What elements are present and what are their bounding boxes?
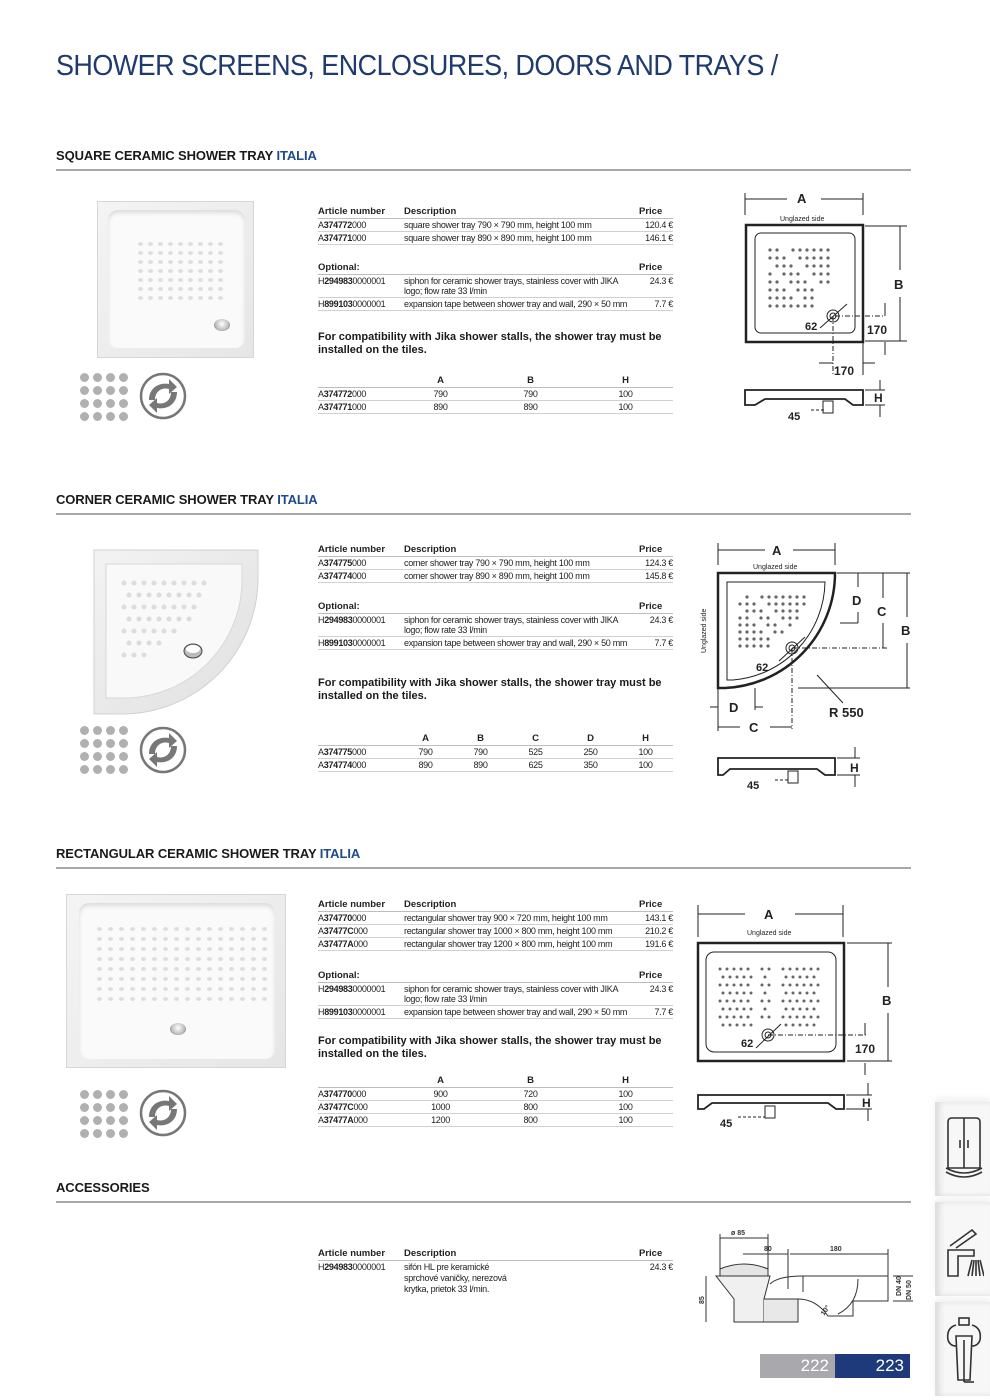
table-row (318, 759, 673, 772)
category-side-tabs (935, 1102, 990, 1400)
corner-tray-technical-drawing (695, 535, 920, 795)
table-header-cell: Description (398, 544, 633, 557)
svg-text:180: 180 (830, 1246, 842, 1253)
compatibility-note: For compatibility with Jika shower stalls, the shower tray must be installed on the tiles. (318, 331, 662, 356)
section-heading-accessories (56, 1180, 911, 1203)
svg-text:H: H (874, 391, 883, 405)
svg-text:H: H (862, 1096, 871, 1110)
table-cell: A374771000 (318, 401, 398, 414)
table-row (318, 570, 673, 583)
side-tab-faucets[interactable] (935, 1202, 990, 1296)
table-row (318, 219, 673, 232)
page-number-prev[interactable]: 222 (760, 1354, 835, 1378)
corner-optional-table (318, 601, 673, 650)
side-tab-shower-enclosures[interactable] (935, 1102, 990, 1196)
recycling-green-dot-icon (139, 726, 187, 774)
table-header-cell (318, 375, 398, 388)
table-header-cell: Price (633, 601, 673, 614)
table-row (318, 275, 673, 298)
svg-text:170: 170 (867, 323, 888, 337)
ceramic-pattern-icon (80, 1090, 128, 1138)
rectangular-optional-table (318, 970, 673, 1019)
table-header-cell: A (398, 1075, 483, 1088)
table-cell: 7.7 € (633, 1006, 673, 1019)
table-header-cell: Article number (318, 1248, 398, 1261)
ceramic-pattern-icon (80, 726, 128, 774)
svg-text:D: D (729, 700, 739, 715)
table-cell: A374774000 (318, 759, 398, 772)
table-cell: siphon for ceramic shower trays, stainless cover with JIKA logo; flow rate 33 l/min (398, 275, 633, 298)
section-heading-rectangular (56, 846, 911, 869)
table-header-cell: B (483, 1075, 578, 1088)
table-header-cell: Price (633, 1248, 673, 1261)
table-cell: A374774000 (318, 570, 398, 583)
table-row (318, 401, 673, 414)
table-header-cell (398, 970, 633, 983)
table-row (318, 983, 673, 1006)
table-cell: A374771000 (318, 232, 398, 245)
table-cell: 790 (483, 388, 578, 401)
compatibility-note: For compatibility with Jika shower stalls, the shower tray must be installed on the tiles. (318, 1035, 662, 1060)
table-cell: 24.3 € (633, 614, 673, 637)
table-header-cell: Optional: (318, 970, 398, 983)
section-title: SQUARE CERAMIC SHOWER TRAY (56, 148, 273, 163)
col-price: Price (633, 206, 673, 219)
table-cell: 210.2 € (633, 925, 673, 938)
table-cell: A374770000 (318, 912, 398, 925)
svg-text:H: H (850, 761, 859, 775)
table-cell: A374775000 (318, 557, 398, 570)
svg-text:62: 62 (805, 321, 818, 333)
svg-text:170: 170 (855, 1042, 876, 1056)
ceramic-pattern-icon (80, 373, 128, 421)
table-header-cell (398, 262, 633, 275)
table-row (318, 232, 673, 245)
table-cell: H2949830000001 (318, 983, 398, 1006)
accessories-table (318, 1248, 673, 1296)
rectangular-tray-technical-drawing (690, 895, 920, 1135)
svg-text:45: 45 (788, 411, 801, 423)
table-row (318, 1261, 673, 1297)
table-header-cell: Description (398, 1248, 633, 1261)
section-heading-square (56, 148, 911, 171)
table-header-cell: H (578, 1075, 673, 1088)
table-cell: 790 (453, 746, 508, 759)
table-row (318, 746, 673, 759)
table-cell: rectangular shower tray 1000 × 800 mm, height 100 mm (398, 925, 633, 938)
table-cell: expansion tape between shower tray and wall, 290 × 50 mm (398, 1006, 633, 1019)
table-header-cell: B (453, 733, 508, 746)
section-title: ACCESSORIES (56, 1180, 150, 1195)
svg-text:DN 40: DN 40 (896, 1276, 903, 1296)
table-cell: 24.3 € (649, 1262, 673, 1272)
table-cell: 625 (508, 759, 563, 772)
table-cell: 120.4 € (633, 219, 673, 232)
table-cell: 890 (398, 401, 483, 414)
table-cell: A374775000 (318, 746, 398, 759)
table-cell: A37477C000 (318, 925, 398, 938)
svg-text:A: A (797, 191, 807, 206)
table-cell: 100 (578, 1101, 673, 1114)
table-cell: A37477A000 (318, 1114, 398, 1127)
table-header-cell: Optional: (318, 601, 398, 614)
table-header-cell (318, 1075, 398, 1088)
table-cell: 143.1 € (633, 912, 673, 925)
table-cell: 24.3 € (633, 983, 673, 1006)
svg-text:Unglazed side: Unglazed side (753, 564, 798, 571)
table-header-cell (318, 733, 398, 746)
table-cell: 100 (578, 1088, 673, 1101)
table-cell: A37477C000 (318, 1101, 398, 1114)
table-header-cell (398, 601, 633, 614)
towel-ring-icon (944, 1316, 984, 1386)
table-cell: 890 (453, 759, 508, 772)
table-cell: 100 (578, 1114, 673, 1127)
table-cell: 1000 (398, 1101, 483, 1114)
table-header-cell: B (483, 375, 578, 388)
table-cell: 790 (398, 388, 483, 401)
col-article: Article number (318, 206, 398, 219)
table-cell: 350 (563, 759, 618, 772)
svg-text:B: B (901, 623, 911, 638)
brand-name: ITALIA (276, 148, 317, 163)
page-title: SHOWER SCREENS, ENCLOSURES, DOORS AND TRAYS / (56, 50, 778, 82)
table-cell: H2949830000001 (318, 614, 398, 637)
table-cell: 250 (563, 746, 618, 759)
table-row (318, 938, 673, 951)
svg-text:85: 85 (699, 1296, 706, 1304)
table-header-cell: Price (633, 899, 673, 912)
table-cell: 191.6 € (633, 938, 673, 951)
table-row (318, 1101, 673, 1114)
corner-tray-photo (92, 548, 260, 716)
svg-text:A: A (772, 543, 782, 558)
table-header-cell: Description (398, 899, 633, 912)
rectangular-dimensions-table (318, 1075, 673, 1127)
svg-text:B: B (882, 993, 892, 1008)
square-tray-technical-drawing (735, 185, 920, 425)
table-cell: square shower tray 790 × 790 mm, height 100 mm (398, 219, 633, 232)
table-cell: corner shower tray 890 × 890 mm, height 100 mm (398, 570, 633, 583)
optional-heading: Optional: (318, 262, 398, 275)
svg-text:62: 62 (756, 662, 769, 674)
table-cell: 525 (508, 746, 563, 759)
svg-text:DN 50: DN 50 (906, 1280, 913, 1300)
table-cell: expansion tape between shower tray and wall, 290 × 50 mm (398, 637, 633, 650)
table-cell: 100 (618, 759, 673, 772)
col-description: Description (398, 206, 633, 219)
rectangular-products-table (318, 899, 673, 951)
side-tab-accessories[interactable] (935, 1302, 990, 1396)
table-cell: 145.8 € (633, 570, 673, 583)
table-cell: 790 (398, 746, 453, 759)
svg-text:B: B (894, 277, 904, 292)
table-cell: rectangular shower tray 1200 × 800 mm, height 100 mm (398, 938, 633, 951)
table-cell: 900 (398, 1088, 483, 1101)
faucet-icon (944, 1216, 984, 1280)
table-cell: 1200 (398, 1114, 483, 1127)
table-cell: siphon for ceramic shower trays, stainless cover with JIKA logo; flow rate 33 l/min (398, 614, 633, 637)
shower-enclosure-icon (944, 1116, 984, 1180)
table-cell: 890 (398, 759, 453, 772)
brand-name: ITALIA (277, 492, 318, 507)
table-cell: 124.3 € (633, 557, 673, 570)
svg-text:R 550: R 550 (829, 705, 864, 720)
table-cell: siphon for ceramic shower trays, stainless cover with JIKA logo; flow rate 33 l/min (398, 983, 633, 1006)
table-row (318, 912, 673, 925)
table-row (318, 557, 673, 570)
table-cell: A374772000 (318, 388, 398, 401)
svg-text:Unglazed side: Unglazed side (701, 608, 708, 653)
page-number-current[interactable]: 223 (835, 1354, 910, 1378)
table-cell: H8991030000001 (318, 637, 398, 650)
section-title: CORNER CERAMIC SHOWER TRAY (56, 492, 274, 507)
table-cell: A374770000 (318, 1088, 398, 1101)
compatibility-note: For compatibility with Jika shower stalls, the shower tray must be installed on the tiles. (318, 677, 662, 702)
svg-text:170: 170 (834, 364, 855, 378)
table-cell: 7.7 € (633, 637, 673, 650)
table-cell: H8991030000001 (318, 1006, 398, 1019)
tray-pattern-dots (719, 968, 820, 1027)
table-cell: 146.1 € (633, 232, 673, 245)
square-optional-table (318, 262, 673, 311)
table-row (318, 388, 673, 401)
table-header-cell: Article number (318, 544, 398, 557)
table-header-cell: Price (633, 544, 673, 557)
square-dimensions-table (318, 375, 673, 414)
svg-text:A: A (764, 907, 774, 922)
svg-text:62: 62 (741, 1038, 754, 1050)
table-cell: 100 (578, 401, 673, 414)
table-header-cell: Article number (318, 899, 398, 912)
table-cell: corner shower tray 790 × 790 mm, height 100 mm (398, 557, 633, 570)
page-numbers (760, 1354, 910, 1378)
brand-name: ITALIA (319, 846, 361, 861)
table-header-cell: A (398, 733, 453, 746)
corner-products-table (318, 544, 673, 583)
table-header-cell: C (508, 733, 563, 746)
table-header-cell: Price (633, 262, 673, 275)
svg-text:Unglazed side: Unglazed side (780, 216, 825, 223)
table-row (318, 1114, 673, 1127)
svg-text:45: 45 (747, 780, 760, 792)
svg-text:Unglazed side: Unglazed side (747, 930, 792, 937)
svg-text:45: 45 (720, 1118, 733, 1130)
table-header-cell: Price (633, 970, 673, 983)
table-cell: expansion tape between shower tray and wall, 290 × 50 mm (398, 298, 633, 311)
table-cell: sifón HL pre keramické sprchové vaničky, nerezová krytka, prietok 33 l/min. (404, 1262, 507, 1294)
table-cell: square shower tray 890 × 890 mm, height 100 mm (398, 232, 633, 245)
table-row (318, 298, 673, 311)
recycling-green-dot-icon (139, 1089, 187, 1137)
table-header-cell: H (578, 375, 673, 388)
table-cell: 720 (483, 1088, 578, 1101)
table-header-cell: H (618, 733, 673, 746)
table-cell: rectangular shower tray 900 × 720 mm, height 100 mm (398, 912, 633, 925)
table-cell: 800 (483, 1114, 578, 1127)
table-cell: 100 (618, 746, 673, 759)
siphon-technical-drawing (698, 1224, 923, 1332)
svg-text:C: C (749, 720, 759, 735)
table-header-cell: D (563, 733, 618, 746)
table-cell: A37477A000 (318, 938, 398, 951)
table-row (318, 1088, 673, 1101)
svg-text:ø 85: ø 85 (731, 1230, 746, 1237)
table-header-cell: A (398, 375, 483, 388)
svg-text:D: D (852, 593, 862, 608)
section-title: RECTANGULAR CERAMIC SHOWER TRAY (56, 846, 317, 861)
table-cell: 24.3 € (633, 275, 673, 298)
table-row (318, 925, 673, 938)
table-row (318, 1006, 673, 1019)
svg-text:C: C (877, 604, 887, 619)
table-cell: 7.7 € (633, 298, 673, 311)
table-row (318, 614, 673, 637)
table-cell: 100 (578, 388, 673, 401)
table-cell: H8991030000001 (318, 298, 398, 311)
square-products-table (318, 206, 673, 245)
table-row (318, 637, 673, 650)
recycling-green-dot-icon (139, 372, 187, 420)
table-cell: A374772000 (318, 219, 398, 232)
table-cell: 800 (483, 1101, 578, 1114)
section-heading-corner (56, 492, 911, 515)
table-cell: H2949830000001 (318, 275, 398, 298)
svg-text:80: 80 (764, 1246, 772, 1253)
table-cell: 890 (483, 401, 578, 414)
corner-dimensions-table (318, 733, 673, 772)
svg-text:10°: 10° (819, 1304, 832, 1318)
table-cell: H2949830000001 (318, 1262, 386, 1272)
